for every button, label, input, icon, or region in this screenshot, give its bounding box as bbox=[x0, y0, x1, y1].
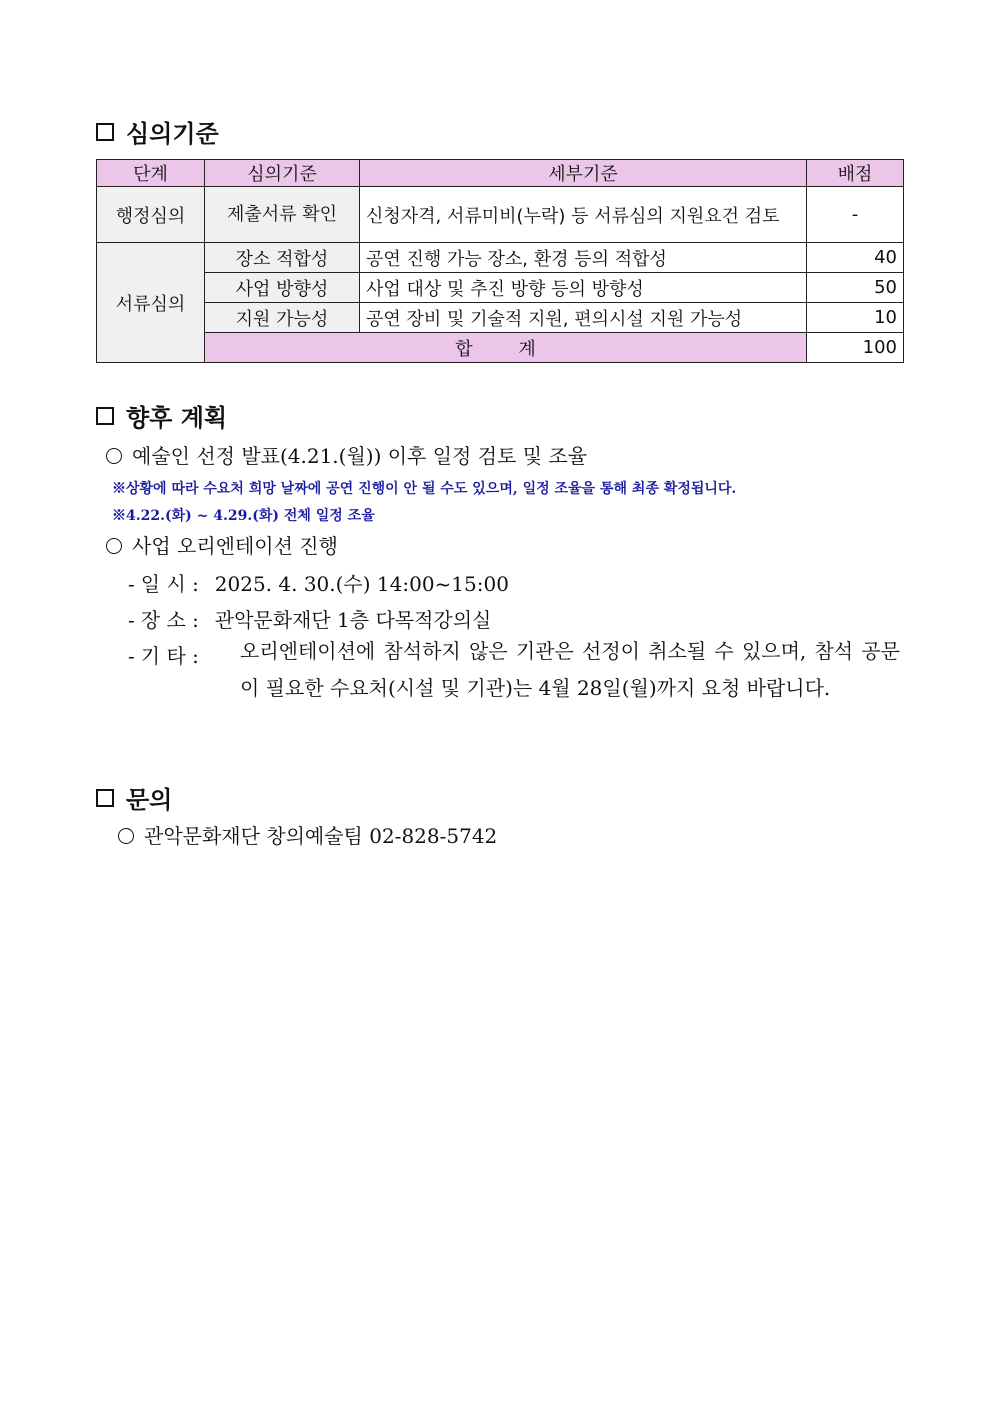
stage-cell: 행정심의 bbox=[97, 187, 205, 243]
plan-item-text: 예술인 선정 발표(4.21.(월)) 이후 일정 검토 및 조율 bbox=[132, 444, 588, 468]
dash-icon: - bbox=[128, 572, 135, 596]
section-title-plan bbox=[96, 398, 227, 433]
score-cell: 10 bbox=[807, 303, 904, 333]
schedule-date bbox=[128, 568, 509, 597]
section-title-text: 심의기준 bbox=[126, 120, 219, 148]
detail-value: 2025. 4. 30.(수) 14:00~15:00 bbox=[214, 572, 509, 596]
total-score: 100 bbox=[807, 333, 904, 363]
criteria-table bbox=[96, 159, 904, 363]
plan-item-2 bbox=[106, 530, 338, 559]
circle-bullet-icon bbox=[118, 828, 134, 844]
score-cell: 50 bbox=[807, 273, 904, 303]
checkbox-icon bbox=[96, 123, 114, 141]
section-title-contact bbox=[96, 780, 172, 815]
notice-text: ※4.22.(화) ~ 4.29.(화) 전체 일정 조율 bbox=[112, 508, 375, 524]
contact-text: 관악문화재단 창의예술팀 02-828-5742 bbox=[144, 824, 498, 848]
detail-value: 관악문화재단 1층 다목적강의실 bbox=[214, 608, 492, 632]
table-row bbox=[97, 273, 904, 303]
checkbox-icon bbox=[96, 789, 114, 807]
detail-label: 장 소 : bbox=[140, 608, 199, 632]
plan-item-text: 사업 오리엔테이션 진행 bbox=[132, 534, 338, 558]
contact-line bbox=[118, 820, 497, 849]
item-cell: 사업 방향성 bbox=[205, 273, 360, 303]
score-cell: 40 bbox=[807, 243, 904, 273]
detail-label: 기 타 : bbox=[140, 644, 199, 668]
table-row bbox=[97, 187, 904, 243]
table-header-row bbox=[97, 160, 904, 187]
table-row bbox=[97, 303, 904, 333]
score-cell: - bbox=[807, 187, 904, 243]
detail-label: 일 시 : bbox=[140, 572, 199, 596]
dash-icon: - bbox=[128, 644, 135, 668]
detail-cell: 공연 진행 가능 장소, 환경 등의 적합성 bbox=[360, 243, 807, 273]
schedule-etc-label bbox=[128, 640, 215, 669]
stage-cell: 서류심의 bbox=[97, 243, 205, 363]
table-header: 배점 bbox=[807, 160, 904, 187]
table-header: 심의기준 bbox=[205, 160, 360, 187]
dash-icon: - bbox=[128, 608, 135, 632]
circle-bullet-icon bbox=[106, 538, 122, 554]
schedule-etc-value: 오리엔테이션에 참석하지 않은 기관은 선정이 취소될 수 있으며, 참석 공문이 필요한 수요처(시설 및 기관)는 4월 28일(월)까지 요청 바랍니다. bbox=[240, 639, 900, 700]
table-header: 세부기준 bbox=[360, 160, 807, 187]
table-header: 단계 bbox=[97, 160, 205, 187]
detail-cell: 사업 대상 및 추진 방향 등의 방향성 bbox=[360, 273, 807, 303]
section-title-text: 향후 계획 bbox=[126, 404, 228, 432]
item-cell: 장소 적합성 bbox=[205, 243, 360, 273]
total-label: 합 계 bbox=[205, 333, 807, 363]
notice-text: ※상황에 따라 수요처 희망 날짜에 공연 진행이 안 될 수도 있으며, 일정 조율을 통해 최종 확정됩니다. bbox=[112, 481, 737, 497]
item-cell: 지원 가능성 bbox=[205, 303, 360, 333]
plan-item-1 bbox=[106, 440, 587, 469]
item-cell: 제출서류 확인 bbox=[205, 187, 360, 243]
detail-cell: 공연 장비 및 기술적 지원, 편의시설 지원 가능성 bbox=[360, 303, 807, 333]
section-title-criteria bbox=[96, 114, 219, 149]
section-title-text: 문의 bbox=[126, 786, 173, 814]
table-total-row bbox=[97, 333, 904, 363]
detail-cell: 신청자격, 서류미비(누락) 등 서류심의 지원요건 검토 bbox=[360, 187, 807, 243]
schedule-place bbox=[128, 604, 491, 633]
circle-bullet-icon bbox=[106, 448, 122, 464]
checkbox-icon bbox=[96, 407, 114, 425]
table-row bbox=[97, 243, 904, 273]
